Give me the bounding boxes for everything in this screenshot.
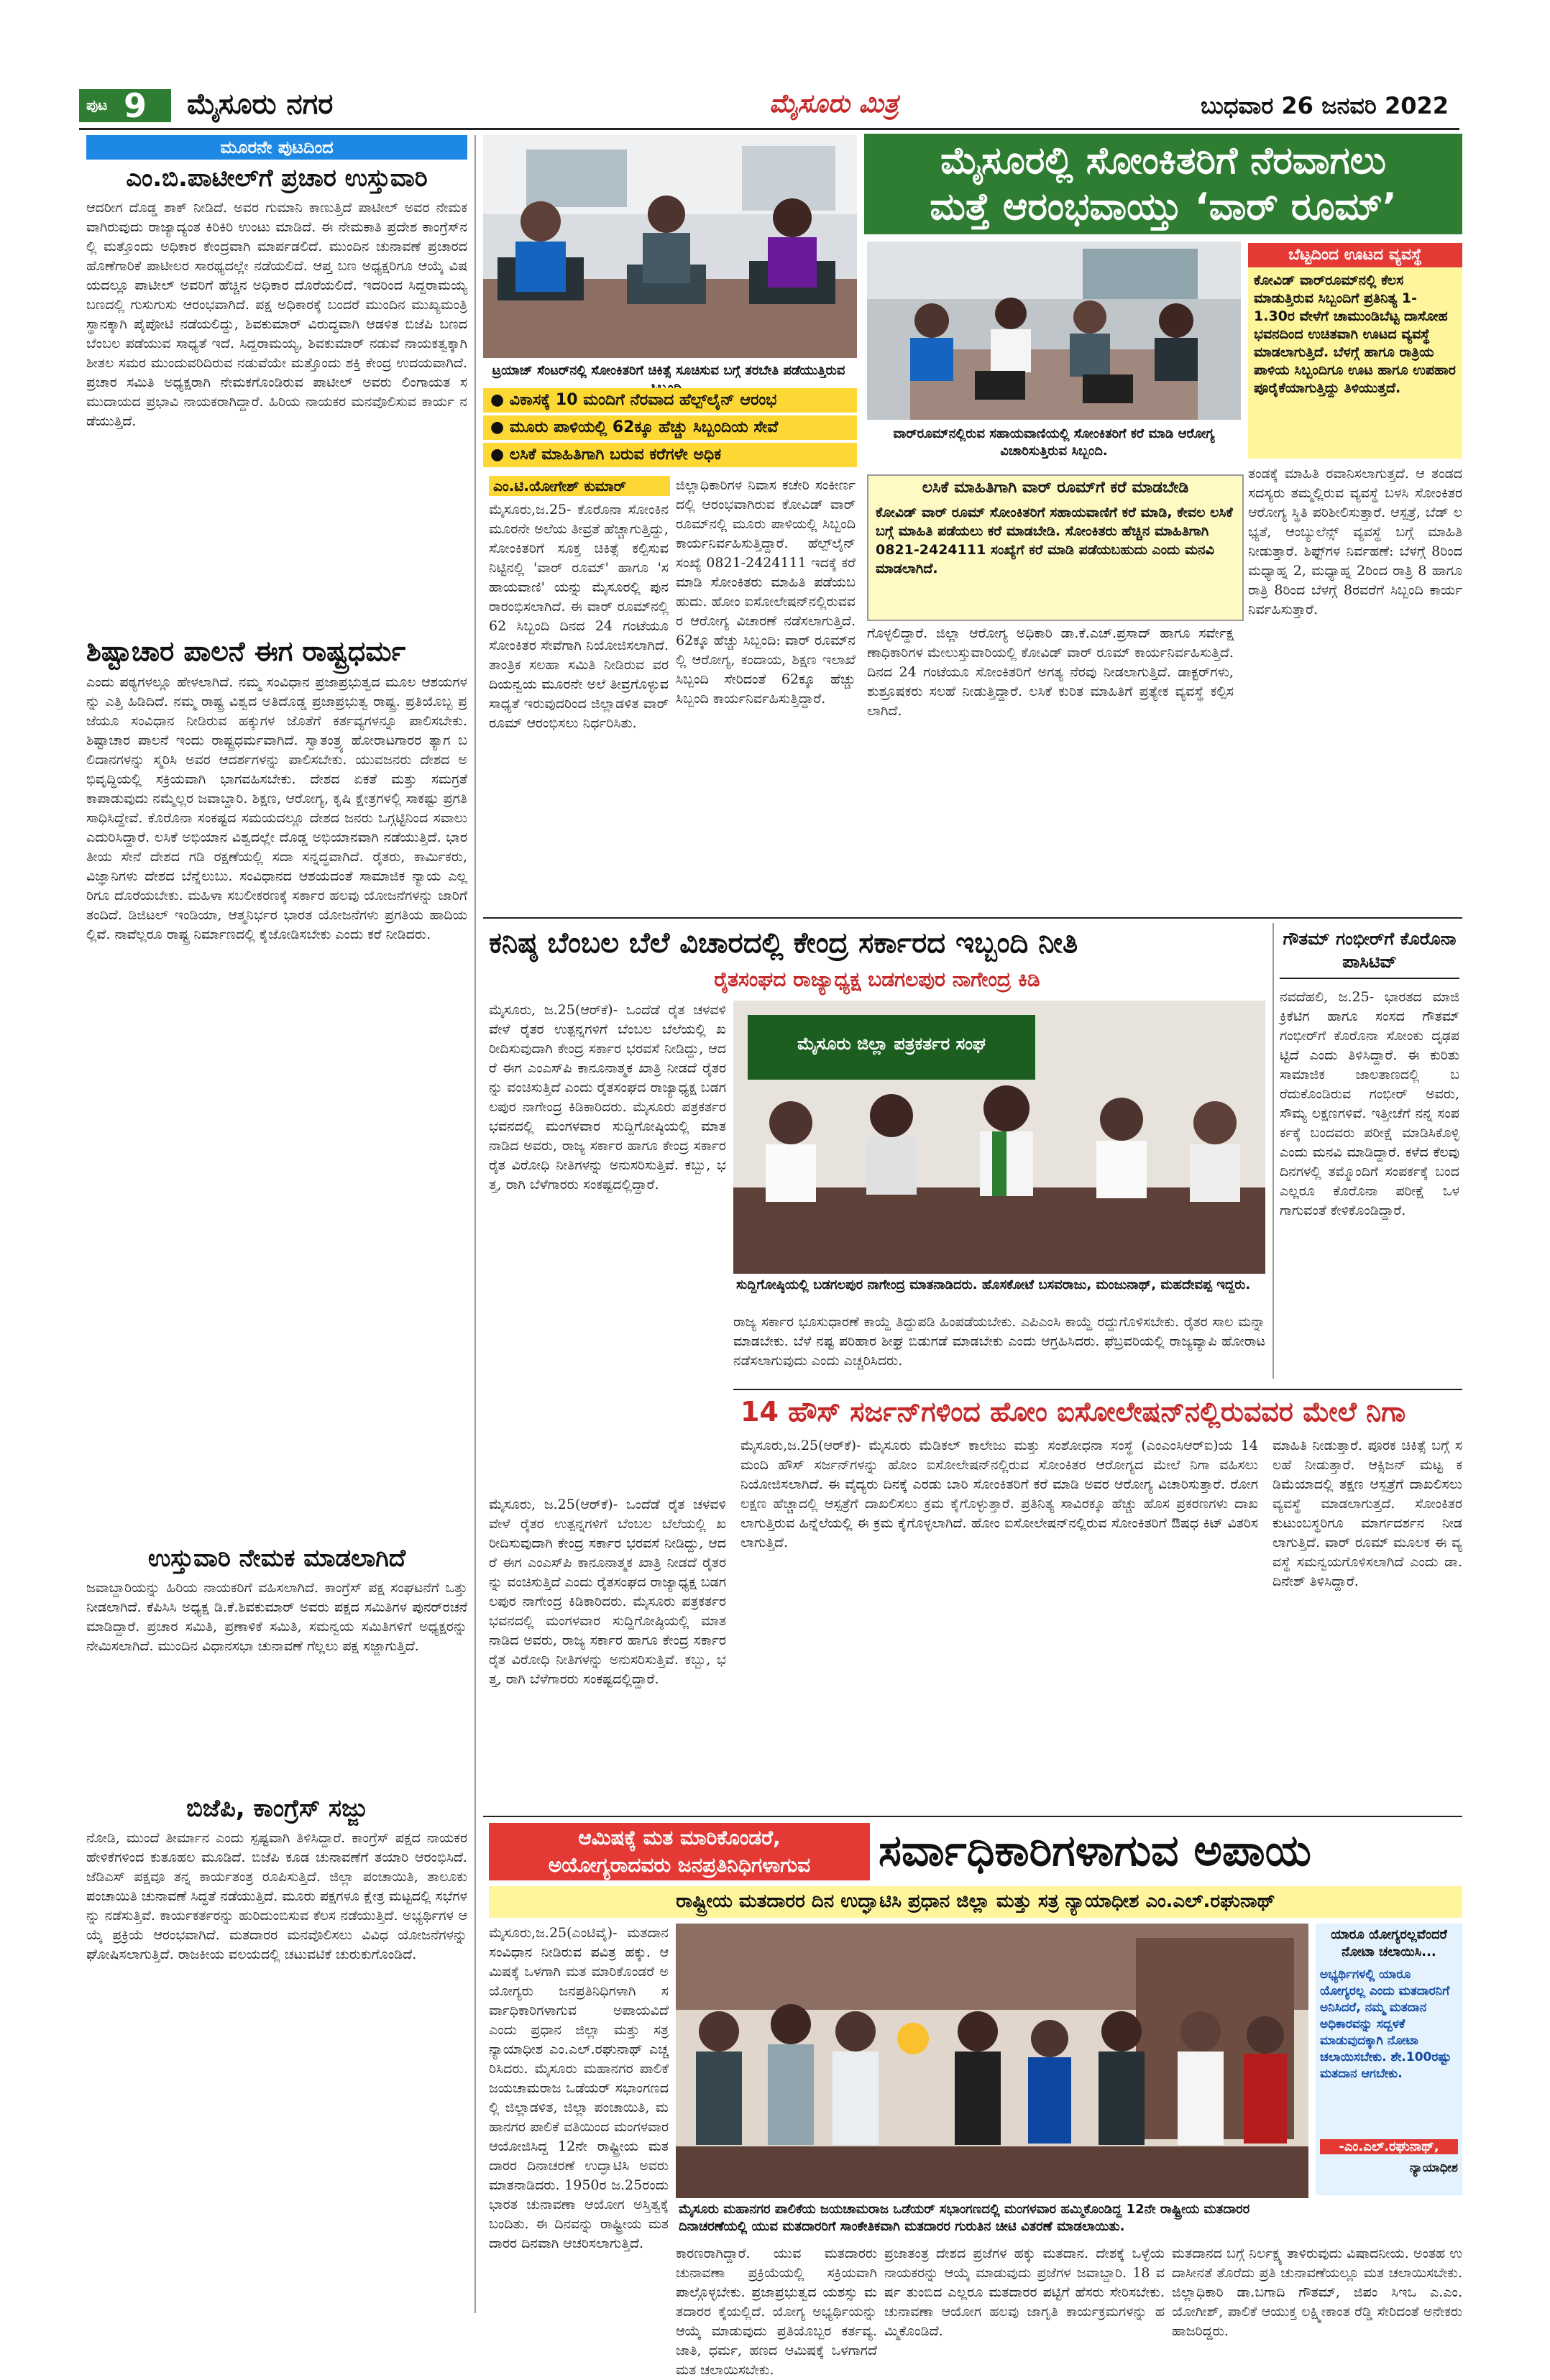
voters-body-right-2: ಮತದಾನದ ಬಗ್ಗೆ ನಿರ್ಲಕ್ಷ್ಯ ತಾಳಿರುವುದು ವಿಷಾದನೀಯ. ಅಂತಹ ಉದಾಸೀನತೆ ತೊರೆದು ಪ್ರತಿ ಚುನಾವಣೆಯಲ್ಲೂ ಮತ ಚಲಾಯಿಸಬೇಕು. ಜಿಲ್ಲಾಧಿಕಾರಿ ಡಾ.ಬಗಾದಿ ಗೌತಮ್, ಜಿಪಂ ಸಿಇಒ ಎ.ಎಂ.ಯೋಗೀಶ್, ಪಾಲಿಕೆ ಆಯುಕ್ತ ಲಕ್ಷ್ಮೀಕಾಂತ ರೆಡ್ಡಿ ಸೇರಿದಂತೆ ಅನೇಕರು ಹಾಜರಿದ್ದರು. xyxy=(1172,2246,1462,2339)
col1-kicker xyxy=(86,135,467,160)
paper-name: ಮೈಸೂರು ಮಿತ್ರ xyxy=(769,89,899,119)
warroom-byline: ಎಂ.ಟಿ.ಯೋಗೇಶ್ ಕುಮಾರ್ xyxy=(489,476,670,496)
col1-headline-3: ಉಸ್ತುವಾರಿ ನೇಮಕ ಮಾಡಲಾಗಿದೆ xyxy=(147,1544,406,1573)
warroom-body-c: ಗೊಳ್ಳಲಿದ್ದಾರೆ. ಜಿಲ್ಲಾ ಆರೋಗ್ಯ ಅಧಿಕಾರಿ ಡಾ.ಕೆ.ಎಚ್.ಪ್ರಸಾದ್ ಹಾಗೂ ಸರ್ವೇಕ್ಷಣಾಧಿಕಾರಿಗಳ ಮೇಲುಸ್ತುವಾರಿಯಲ್ಲಿ ಕೋವಿಡ್ ವಾರ್ ರೂಮ್ ಕಾರ್ಯನಿರ್ವಹಿಸುತ್ತಿದೆ. ದಿನದ 24 ಗಂಟೆಯೂ ಸೋಂಕಿತರಿಗೆ ಅಗತ್ಯ ನೆರವು ನೀಡಲಾಗುತ್ತಿದೆ. ಡಾಕ್ಟರ್‌ಗಳು, ಶುಶ್ರೂಷಕರು ಸಲಹೆ ನೀಡುತ್ತಿದ್ದಾರೆ. ಲಸಿಕೆ ಕುರಿತ ಮಾಹಿತಿಗೆ ಪ್ರತ್ಯೇಕ ವ್ಯವಸ್ಥೆ ಕಲ್ಪಿಸಲಾಗಿದೆ. xyxy=(867,625,1234,719)
warroom-bullet-list xyxy=(483,388,857,467)
voters-quote-role: ನ್ಯಾಯಾಧೀಶ xyxy=(1409,2161,1458,2175)
farmers-body-2: ರಾಜ್ಯ ಸರ್ಕಾರ ಭೂಸುಧಾರಣೆ ಕಾಯ್ದೆ ತಿದ್ದುಪಡಿ ಹಿಂಪಡೆಯಬೇಕು. ಎಪಿಎಂಸಿ ಕಾಯ್ದೆ ರದ್ದುಗೊಳಿಸಬೇಕು. ರೈತರ ಸಾಲ ಮನ್ನಾ ಮಾಡಬೇಕು. ಬೆಳೆ ನಷ್ಟ ಪರಿಹಾರ ಶೀಘ್ರ ಬಿಡುಗಡೆ ಮಾಡಬೇಕು ಎಂದು ಆಗ್ರಹಿಸಿದರು. ಫೆಬ್ರವರಿಯಲ್ಲಿ ರಾಜ್ಯವ್ಯಾಪಿ ಹೋರಾಟ ನಡೆಸಲಾಗುವುದು ಎಂದು ಎಚ್ಚರಿಸಿದರು. xyxy=(733,1314,1265,1369)
voters-quote-author: -ಎಂ.ಎಲ್.ರಘುನಾಥ್, xyxy=(1320,2139,1458,2154)
house-bottom-rule xyxy=(483,1816,1462,1817)
warroom-bullet-1-text: ವಿಕಾಸಕ್ಕೆ 10 ಮಂದಿಗೆ ನೆರವಾದ ಹೆಲ್ಪ್‌ಲೈನ್ ಆರಂಭ xyxy=(509,391,777,409)
vaccine-call-box-title: ಲಸಿಕೆ ಮಾಹಿತಿಗಾಗಿ ವಾರ್ ರೂಮ್‌ಗೆ ಕರೆ ಮಾಡಬೇಡಿ xyxy=(922,479,1189,497)
voters-photo-illustration xyxy=(676,1924,1308,2198)
voters-body-mid: ಕಾರಣರಾಗಿದ್ದಾರೆ. ಯುವ ಮತದಾರರು ಚುನಾವಣಾ ಪ್ರಕ್ರಿಯೆಯಲ್ಲಿ ಸಕ್ರಿಯವಾಗಿ ಪಾಲ್ಗೊಳ್ಳಬೇಕು. ಪ್ರಜಾಪ್ರಭುತ್ವದ ಯಶಸ್ಸು ಮತದಾರರ ಕೈಯಲ್ಲಿದೆ. ಯೋಗ್ಯ ಅಭ್ಯರ್ಥಿಯನ್ನು ಆಯ್ಕೆ ಮಾಡುವುದು ಪ್ರತಿಯೊಬ್ಬರ ಕರ್ತವ್ಯ. ಜಾತಿ, ಧರ್ಮ, ಹಣದ ಆಮಿಷಕ್ಕೆ ಒಳಗಾಗದೆ ಮತ ಚಲಾಯಿಸಬೇಕು. xyxy=(676,2246,877,2378)
col1-text-3: ಜವಾಬ್ದಾರಿಯನ್ನು ಹಿರಿಯ ನಾಯಕರಿಗೆ ವಹಿಸಲಾಗಿದೆ. ಕಾಂಗ್ರೆಸ್ ಪಕ್ಷ ಸಂಘಟನೆಗೆ ಒತ್ತು ನೀಡಲಾಗಿದೆ. ಕೆಪಿಸಿಸಿ ಅಧ್ಯಕ್ಷ ಡಿ.ಕೆ.ಶಿವಕುಮಾರ್ ಅವರು ಪಕ್ಷದ ಸಮಿತಿಗಳ ಪುನರ್‌ರಚನೆ ಮಾಡಿದ್ದಾರೆ. ಪ್ರಚಾರ ಸಮಿತಿ, ಪ್ರಣಾಳಿಕೆ ಸಮಿತಿ, ಸಮನ್ವಯ ಸಮಿತಿಗಳಿಗೆ ಅಧ್ಯಕ್ಷರನ್ನು ನೇಮಿಸಲಾಗಿದೆ. ಮುಂದಿನ ವಿಧಾನಸಭಾ ಚುನಾವಣೆ ಗೆಲ್ಲಲು ಪಕ್ಷ ಸಜ್ಜಾಗುತ್ತಿದೆ. xyxy=(86,1580,467,1654)
warroom-headline-line2: ಮತ್ತೆ ಆರಂಭವಾಯ್ತು ‘ವಾರ್ ರೂಮ್’ xyxy=(930,185,1397,229)
farmers-photo-caption: ಸುದ್ದಿಗೋಷ್ಠಿಯಲ್ಲಿ ಬಡಗಲಪುರ ನಾಗೇಂದ್ರ ಮಾತನಾಡಿದರು. ಹೊಸಕೋಟೆ ಬಸವರಾಜು, ಮಂಜುನಾಥ್, ಮಹದೇವಪ್ಪ ಇದ್ದರು. xyxy=(736,1277,1251,1292)
farmers-subhead: ರೈತಸಂಘದ ರಾಜ್ಯಾಧ್ಯಕ್ಷ ಬಡಗಲಪುರ ನಾಗೇಂದ್ರ ಕಿಡಿ xyxy=(714,968,1040,991)
gambhir-title: ಗೌತಮ್ ಗಂಭೀರ್‌ಗೆ ಕೊರೊನಾ ಪಾಸಿಟಿವ್ xyxy=(1280,927,1459,979)
helpline-photo-illustration xyxy=(867,242,1241,420)
gambhir-body: ನವದೆಹಲಿ, ಜ.25- ಭಾರತದ ಮಾಜಿ ಕ್ರಿಕೆಟಿಗ ಹಾಗೂ ಸಂಸದ ಗೌತಮ್ ಗಂಭೀರ್‌ಗೆ ಕೊರೊನಾ ಸೋಂಕು ದೃಢಪಟ್ಟಿದೆ ಎಂದು ತಿಳಿಸಿದ್ದಾರೆ. ಈ ಕುರಿತು ಸಾಮಾಜಿಕ ಜಾಲತಾಣದಲ್ಲಿ ಬರೆದುಕೊಂಡಿರುವ ಗಂಭೀರ್ ಅವರು, ಸೌಮ್ಯ ಲಕ್ಷಣಗಳಿವೆ. ಇತ್ತೀಚೆಗೆ ನನ್ನ ಸಂಪರ್ಕಕ್ಕೆ ಬಂದವರು ಪರೀಕ್ಷೆ ಮಾಡಿಸಿಕೊಳ್ಳಿ ಎಂದು ಮನವಿ ಮಾಡಿದ್ದಾರೆ. ಕಳೆದ ಕೆಲವು ದಿನಗಳಲ್ಲಿ ತಮ್ಮೊಂದಿಗೆ ಸಂಪರ್ಕಕ್ಕೆ ಬಂದ ಎಲ್ಲರೂ ಕೊರೊನಾ ಪರೀಕ್ಷೆ ಒಳಗಾಗುವಂತೆ ಕೇಳಿಕೊಂಡಿದ್ದಾರೆ. xyxy=(1280,989,1459,1218)
voters-photo-caption: ಮೈಸೂರು ಮಹಾನಗರ ಪಾಲಿಕೆಯ ಜಯಚಾಮರಾಜ ಒಡೆಯರ್ ಸಭಾಂಗಣದಲ್ಲಿ ಮಂಗಳವಾರ ಹಮ್ಮಿಕೊಂಡಿದ್ದ 12ನೇ ರಾಷ್ಟ್ರೀಯ ಮತದಾರರ ದಿನಾಚರಣೆಯಲ್ಲಿ ಯುವ ಮತದಾರರಿಗೆ ಸಾಂಕೇತಿಕವಾಗಿ ಮತದಾರರ ಗುರುತಿನ ಚೀಟಿ ವಿತರಣೆ ಮಾಡಲಾಯಿತು. xyxy=(679,2202,1250,2234)
warroom-body-a: ಮೈಸೂರು,ಜ.25- ಕೊರೊನಾ ಸೋಂಕಿನ ಮೂರನೇ ಅಲೆಯ ತೀವ್ರತೆ ಹೆಚ್ಚಾಗುತ್ತಿದ್ದು, ಸೋಂಕಿತರಿಗೆ ಸೂಕ್ತ ಚಿಕಿತ್ಸೆ ಕಲ್ಪಿಸುವ ನಿಟ್ಟಿನಲ್ಲಿ 'ವಾರ್ ರೂಮ್' ಹಾಗೂ 'ಸಹಾಯವಾಣಿ' ಯನ್ನು ಮೈಸೂರಲ್ಲಿ ಪುನರಾರಂಭಿಸಲಾಗಿದೆ. ಈ ವಾರ್ ರೂಮ್‌ನಲ್ಲಿ 62 ಸಿಬ್ಬಂದಿ ದಿನದ 24 ಗಂಟೆಯೂ ಸೋಂಕಿತರ ಸೇವೆಗಾಗಿ ನಿಯೋಜಿಸಲಾಗಿದೆ. ತಾಂತ್ರಿಕ ಸಲಹಾ ಸಮಿತಿ ನೀಡಿರುವ ವರದಿಯನ್ವಯ ಮೂರನೇ ಅಲೆ ತೀವ್ರಗೊಳ್ಳುವ ಸಾಧ್ಯತೆ ಇರುವುದರಿಂದ ಜಿಲ್ಲಾಡಳಿತ ವಾರ್ ರೂಮ್ ಆರಂಭಿಸಲು ನಿರ್ಧರಿಸಿತು. xyxy=(489,502,669,731)
voters-quote-box xyxy=(1316,1924,1462,2195)
voters-body-right-1: ಪ್ರಜಾತಂತ್ರ ದೇಶದ ಪ್ರಜೆಗಳ ಹಕ್ಕು ಮತದಾನ. ದೇಶಕ್ಕೆ ಒಳ್ಳೆಯ ನಾಯಕರನ್ನು ಆಯ್ಕೆ ಮಾಡುವುದು ಪ್ರಜೆಗಳ ಜವಾಬ್ದಾರಿ. 18 ವರ್ಷ ತುಂಬಿದ ಎಲ್ಲರೂ ಮತದಾರರ ಪಟ್ಟಿಗೆ ಹೆಸರು ಸೇರಿಸಬೇಕು. ಚುನಾವಣಾ ಆಯೋಗ ಹಲವು ಜಾಗೃತಿ ಕಾರ್ಯಕ್ರಮಗಳನ್ನು ಹಮ್ಮಿಕೊಂಡಿದೆ. xyxy=(884,2246,1165,2339)
page-label-box xyxy=(79,86,171,125)
masthead xyxy=(79,85,1459,127)
col1-text-1: ಆದರೀಗ ದೊಡ್ಡ ಶಾಕ್ ನೀಡಿದೆ. ಅವರ ಗುಮಾನಿ ಕಾಣುತ್ತಿದೆ ಪಾಟೀಲ್ ಅವರ ನೇಮಕ ವಾಗಿರುವುದು ರಾಜ್ಯಾದ್ಯಂತ ಕಿರಿಕಿರಿ ಉಂಟು ಮಾಡಿದೆ. ಈ ನೇಮಕಾತಿ ಪ್ರದೇಶ ಕಾಂಗ್ರೆಸ್‌ನಲ್ಲಿ ಮತ್ತೊಂದು ಅಧಿಕಾರ ಕೇಂದ್ರವಾಗಿ ಮಾರ್ಪಡಲಿದೆ. ಮುಂದಿನ ಚುನಾವಣೆ ಪ್ರಚಾರದ ಹೊಣೆಗಾರಿಕೆ ಪಾಟೀಲರ ಸಾರಥ್ಯದಲ್ಲೇ ನಡೆಯಲಿದೆ. ಆಪ್ತ ಬಣ ಅಧ್ಯಕ್ಷರಿಗೂ ಆಯ್ಕೆ ವಿಷಯದಲ್ಲೂ ಪಾಟೀಲ್ ಅವರಿಗೆ ಹೆಚ್ಚಿನ ಅಧಿಕಾರ ದೊರೆಯಲಿದೆ. ಇದರಿಂದ ಸಿದ್ದರಾಮಯ್ಯ ಬಣದಲ್ಲಿ ಗುಸುಗುಸು ಆರಂಭವಾಗಿದೆ. ಪಕ್ಷ ಅಧಿಕಾರಕ್ಕೆ ಬಂದರೆ ಮುಂದಿನ ಮುಖ್ಯಮಂತ್ರಿ ಸ್ಥಾನಕ್ಕಾಗಿ ಪೈಪೋಟಿ ನಡೆಯಲಿದ್ದು, ಶಿವಕುಮಾರ್ ವಿರುದ್ಧವಾಗಿ ಆಡಳಿತ ಬಿಜೆಪಿ ಬಣದ ಬೆಂಬಲ ಪಡೆಯುವ ಸಾಧ್ಯತೆ ಇದೆ. ಸಿದ್ದರಾಮಯ್ಯ, ಶಿವಕುಮಾರ್ ನಡುವೆ ನಾಯಕತ್ವಕ್ಕಾಗಿ ಶೀತಲ ಸಮರ ಮುಂದುವರಿದಿರುವ ನಡುವೆಯೇ ಮತ್ತೊಂದು ಶಕ್ತಿ ಕೇಂದ್ರ ಉದಯವಾಗಿದೆ. ಪ್ರಚಾರ ಸಮಿತಿ ಅಧ್ಯಕ್ಷರಾಗಿ ನೇಮಕಗೊಂಡಿರುವ ಪಾಟೀಲ್ ಅವರು ಲಿಂಗಾಯತ ಸಮುದಾಯದ ಪ್ರಭಾವಿ ನಾಯಕರಾಗಿದ್ದಾರೆ. ಹಿರಿಯ ನಾಯಕರ ಮನವೊಲಿಸುವ ಕಾರ್ಯ ನಡೆಯುತ್ತಿದೆ. xyxy=(86,200,467,429)
triage-photo-illustration xyxy=(483,135,857,358)
page-label: ಪುಟ xyxy=(86,96,108,114)
food-sidebar xyxy=(1248,243,1462,459)
warroom-bottom-rule xyxy=(483,917,1462,919)
voters-quote-title: ಯಾರೂ ಯೋಗ್ಯರಲ್ಲವೆಂದರೆ ನೋಟಾ ಚಲಾಯಿಸಿ... xyxy=(1331,1927,1447,1959)
bullet-dot-icon: ● xyxy=(490,418,510,436)
triage-photo-caption: ಟ್ರಯಾಜ್ ಸೆಂಟರ್‌ನಲ್ಲಿ ಸೋಂಕಿತರಿಗೆ ಚಿಕಿತ್ಸೆ ಸೂಚಿಸುವ ಬಗ್ಗೆ ತರಬೇತಿ ಪಡೆಯುತ್ತಿರುವ xyxy=(492,363,845,378)
warroom-bullet-3-text: ಲಸಿಕೆ ಮಾಹಿತಿಗಾಗಿ ಬರುವ ಕರೆಗಳೇ ಅಧಿಕ xyxy=(509,446,722,464)
voters-body-left: ಮೈಸೂರು,ಜ.25(ಎಂಟಿವೈ)- ಮತದಾನ ಸಂವಿಧಾನ ನೀಡಿರುವ ಪವಿತ್ರ ಹಕ್ಕು. ಆಮಿಷಕ್ಕೆ ಒಳಗಾಗಿ ಮತ ಮಾರಿಕೊಂಡರೆ ಅಯೋಗ್ಯರು ಜನಪ್ರತಿನಿಧಿಗಳಾಗಿ ಸರ್ವಾಧಿಕಾರಿಗಳಾಗುವ ಅಪಾಯವಿದೆ ಎಂದು ಪ್ರಧಾನ ಜಿಲ್ಲಾ ಮತ್ತು ಸತ್ರ ನ್ಯಾಯಾಧೀಶ ಎಂ.ಎಲ್.ರಘುನಾಥ್ ಎಚ್ಚರಿಸಿದರು. ಮೈಸೂರು ಮಹಾನಗರ ಪಾಲಿಕೆ ಜಯಚಾಮರಾಜ ಒಡೆಯರ್ ಸಭಾಂಗಣದಲ್ಲಿ ಜಿಲ್ಲಾಡಳಿತ, ಜಿಲ್ಲಾ ಪಂಚಾಯಿತಿ, ಮಹಾನಗರ ಪಾಲಿಕೆ ವತಿಯಿಂದ ಮಂಗಳವಾರ ಆಯೋಜಿಸಿದ್ದ 12ನೇ ರಾಷ್ಟ್ರೀಯ ಮತದಾರರ ದಿನಾಚರಣೆ ಉದ್ಘಾಟಿಸಿ ಅವರು ಮಾತನಾಡಿದರು. 1950ರ ಜ.25ರಂದು ಭಾರತ ಚುನಾವಣಾ ಆಯೋಗ ಅಸ್ತಿತ್ವಕ್ಕೆ ಬಂದಿತು. ಈ ದಿನವನ್ನು ರಾಷ್ಟ್ರೀಯ ಮತದಾರರ ದಿನವಾಗಿ ಆಚರಿಸಲಾಗುತ್ತಿದೆ. xyxy=(489,1925,669,2251)
masthead-rule xyxy=(79,128,1459,130)
farmers-body: ಮೈಸೂರು, ಜ.25(ಆರ್‌ಕೆ)- ಒಂದೆಡೆ ರೈತ ಚಳವಳಿ ವೇಳೆ ರೈತರ ಉತ್ಪನ್ನಗಳಿಗೆ ಬೆಂಬಲ ಬೆಲೆಯಲ್ಲಿ ಖರೀದಿಸುವುದಾಗಿ ಕೇಂದ್ರ ಸರ್ಕಾರ ಭರವಸೆ ನೀಡಿದ್ದು, ಆದರೆ ಈಗ ಎಂಎಸ್‌ಪಿ ಕಾನೂನಾತ್ಮಕ ಖಾತ್ರಿ ನೀಡದೆ ರೈತರನ್ನು ವಂಚಿಸುತ್ತಿದೆ ಎಂದು ರೈತಸಂಘದ ರಾಜ್ಯಾಧ್ಯಕ್ಷ ಬಡಗಲಪುರ ನಾಗೇಂದ್ರ ಕಿಡಿಕಾರಿದರು. ಮೈಸೂರು ಪತ್ರಕರ್ತರ ಭವನದಲ್ಲಿ ಮಂಗಳವಾರ ಸುದ್ದಿಗೋಷ್ಠಿಯಲ್ಲಿ ಮಾತನಾಡಿದ ಅವರು, ರಾಜ್ಯ ಸರ್ಕಾರ ಹಾಗೂ ಕೇಂದ್ರ ಸರ್ಕಾರ ರೈತ ವಿರೋಧಿ ನೀತಿಗಳನ್ನು ಅನುಸರಿಸುತ್ತಿವೆ. ಕಬ್ಬು, ಭತ್ತ, ರಾಗಿ ಬೆಳೆಗಾರರು ಸಂಕಷ್ಟದಲ್ಲಿದ್ದಾರೆ. xyxy=(489,1002,726,1193)
warroom-headline-line1: ಮೈಸೂರಲ್ಲಿ ಸೋಂಕಿತರಿಗೆ ನೆರವಾಗಲು xyxy=(940,139,1386,183)
farmers-left-cont: ಮೈಸೂರು, ಜ.25(ಆರ್‌ಕೆ)- ಒಂದೆಡೆ ರೈತ ಚಳವಳಿ ವೇಳೆ ರೈತರ ಉತ್ಪನ್ನಗಳಿಗೆ ಬೆಂಬಲ ಬೆಲೆಯಲ್ಲಿ ಖರೀದಿಸುವುದಾಗಿ ಕೇಂದ್ರ ಸರ್ಕಾರ ಭರವಸೆ ನೀಡಿದ್ದು, ಆದರೆ ಈಗ ಎಂಎಸ್‌ಪಿ ಕಾನೂನಾತ್ಮಕ ಖಾತ್ರಿ ನೀಡದೆ ರೈತರನ್ನು ವಂಚಿಸುತ್ತಿದೆ ಎಂದು ರೈತಸಂಘದ ರಾಜ್ಯಾಧ್ಯಕ್ಷ ಬಡಗಲಪುರ ನಾಗೇಂದ್ರ ಕಿಡಿಕಾರಿದರು. ಮೈಸೂರು ಪತ್ರಕರ್ತರ ಭವನದಲ್ಲಿ ಮಂಗಳವಾರ ಸುದ್ದಿಗೋಷ್ಠಿಯಲ್ಲಿ ಮಾತನಾಡಿದ ಅವರು, ರಾಜ್ಯ ಸರ್ಕಾರ ಹಾಗೂ ಕೇಂದ್ರ ಸರ್ಕಾರ ರೈತ ವಿರೋಧಿ ನೀತಿಗಳನ್ನು ಅನುಸರಿಸುತ್ತಿವೆ. ಕಬ್ಬು, ಭತ್ತ, ರಾಗಿ ಬೆಳೆಗಾರರು ಸಂಕಷ್ಟದಲ್ಲಿದ್ದಾರೆ. xyxy=(489,1497,726,1687)
warroom-headline-box xyxy=(864,134,1462,234)
house-body-2: ಮಾಹಿತಿ ನೀಡುತ್ತಾರೆ. ಪೂರಕ ಚಿಕಿತ್ಸೆ ಬಗ್ಗೆ ಸಲಹೆ ನೀಡುತ್ತಾರೆ. ಆಕ್ಸಿಜನ್ ಮಟ್ಟ ಕಡಿಮೆಯಾದಲ್ಲಿ ತಕ್ಷಣ ಆಸ್ಪತ್ರೆಗೆ ದಾಖಲಿಸಲು ವ್ಯವಸ್ಥೆ ಮಾಡಲಾಗುತ್ತದೆ. ಸೋಂಕಿತರ ಕುಟುಂಬಸ್ಥರಿಗೂ ಮಾರ್ಗದರ್ಶನ ನೀಡಲಾಗುತ್ತಿದೆ. ವಾರ್ ರೂಮ್ ಮೂಲಕ ಈ ವ್ಯವಸ್ಥೆ ಸಮನ್ವಯಗೊಳಿಸಲಾಗಿದೆ ಎಂದು ಡಾ. ದಿನೇಶ್ ತಿಳಿಸಿದ್ದಾರೆ. xyxy=(1272,1438,1462,1589)
warroom-body-b: ಜಿಲ್ಲಾಧಿಕಾರಿಗಳ ನಿವಾಸ ಕಚೇರಿ ಸಂಕೀರ್ಣದಲ್ಲಿ ಆರಂಭವಾಗಿರುವ ಕೋವಿಡ್ ವಾರ್ ರೂಮ್‌ನಲ್ಲಿ ಮೂರು ಪಾಳಿಯಲ್ಲಿ ಸಿಬ್ಬಂದಿ ಕಾರ್ಯನಿರ್ವಹಿಸುತ್ತಿದ್ದಾರೆ. ಹೆಲ್ಪ್‌ಲೈನ್ ಸಂಖ್ಯೆ 0821-2424111 ಇದಕ್ಕೆ ಕರೆ ಮಾಡಿ ಸೋಂಕಿತರು ಮಾಹಿತಿ ಪಡೆಯಬಹುದು. ಹೋಂ ಐಸೋಲೇಷನ್‌ನಲ್ಲಿರುವವರ ಆರೋಗ್ಯ ವಿಚಾರಣೆ ನಡೆಸಲಾಗುತ್ತಿದೆ. 62ಕ್ಕೂ ಹೆಚ್ಚು ಸಿಬ್ಬಂದಿ: ವಾರ್ ರೂಮ್‌ನಲ್ಲಿ ಆರೋಗ್ಯ, ಕಂದಾಯ, ಶಿಕ್ಷಣ ಇಲಾಖೆ ಸಿಬ್ಬಂದಿ ಸೇರಿದಂತೆ 62ಕ್ಕೂ ಹೆಚ್ಚು ಸಿಬ್ಬಂದಿ ಕಾರ್ಯನಿರ್ವಹಿಸುತ್ತಿದ್ದಾರೆ. xyxy=(676,477,856,707)
vaccine-call-box xyxy=(867,474,1244,621)
edition-date: ಬುಧವಾರ 26 ಜನವರಿ 2022 xyxy=(1201,92,1449,119)
helpline-photo-caption: ವಾರ್‌ರೂಮ್‌ನಲ್ಲಿರುವ ಸಹಾಯವಾಣಿಯಲ್ಲಿ ಸೋಂಕಿತರಿಗೆ ಕರೆ ಮಾಡಿ ಆರೋಗ್ಯ ವಿಚಾರಿಸುತ್ತಿರುವ ಸಿಬ್ಬಂದಿ. xyxy=(893,426,1215,459)
warroom-body-d: ತಂಡಕ್ಕೆ ಮಾಹಿತಿ ರವಾನಿಸಲಾಗುತ್ತದೆ. ಆ ತಂಡದ ಸದಸ್ಯರು ತಮ್ಮಲ್ಲಿರುವ ವ್ಯವಸ್ಥೆ ಬಳಸಿ ಸೋಂಕಿತರ ಆರೋಗ್ಯ ಸ್ಥಿತಿ ಪರಿಶೀಲಿಸುತ್ತಾರೆ. ಆಸ್ಪತ್ರೆ, ಬೆಡ್ ಲಭ್ಯತೆ, ಆಂಬ್ಯುಲೆನ್ಸ್ ವ್ಯವಸ್ಥೆ ಬಗ್ಗೆ ಮಾಹಿತಿ ನೀಡುತ್ತಾರೆ. ಶಿಫ್ಟ್‌ಗಳ ನಿರ್ವಹಣೆ: ಬೆಳಗ್ಗೆ 8ರಿಂದ ಮಧ್ಯಾಹ್ನ 2, ಮಧ್ಯಾಹ್ನ 2ರಿಂದ ರಾತ್ರಿ 8 ಹಾಗೂ ರಾತ್ರಿ 8ರಿಂದ ಬೆಳಗ್ಗೆ 8ರವರೆಗೆ ಸಿಬ್ಬಂದಿ ಕಾರ್ಯನಿರ್ವಹಿಸುತ್ತಾರೆ. xyxy=(1248,466,1462,617)
triage-training-photo xyxy=(483,135,857,358)
voters-red-line1: ಆಮಿಷಕ್ಕೆ ಮತ ಮಾರಿಕೊಂಡರೆ, xyxy=(578,1826,781,1850)
warroom-bullet-2 xyxy=(483,415,857,440)
page-number: 9 xyxy=(124,86,147,125)
helpline-photo xyxy=(867,242,1241,420)
col1-headline-1: ಎಂ.ಬಿ.ಪಾಟೀಲ್‌ಗೆ ಪ್ರಚಾರ ಉಸ್ತುವಾರಿ xyxy=(126,164,428,193)
voters-quote-text: ಅಭ್ಯರ್ಥಿಗಳಲ್ಲಿ ಯಾರೂ ಯೋಗ್ಯರಲ್ಲ ಎಂದು ಮತದಾರನಿಗೆ ಅನಿಸಿದರೆ, ನಮ್ಮ ಮತದಾನ ಅಧಿಕಾರವನ್ನು ಸದ್ಬಳಕೆ ಮಾಡುವುದಕ್ಕಾಗಿ ನೋಟಾ ಚಲಾಯಿಸಬೇಕು. ಶೇ.100ರಷ್ಟು ಮತದಾನ ಆಗಬೇಕು. xyxy=(1320,1967,1452,2081)
voters-headline: ಸರ್ವಾಧಿಕಾರಿಗಳಾಗುವ ಅಪಾಯ xyxy=(879,1826,1311,1876)
food-sidebar-title: ಬೆಟ್ಟದಿಂದ ಊಟದ ವ್ಯವಸ್ಥೆ xyxy=(1248,243,1462,267)
warroom-bullet-2-text: ಮೂರು ಪಾಳಿಯಲ್ಲಿ 62ಕ್ಕೂ ಹೆಚ್ಚು ಸಿಬ್ಬಂದಿಯ ಸೇವೆ xyxy=(509,418,779,436)
col1-divider xyxy=(474,135,476,2313)
voters-red-box xyxy=(489,1823,870,1880)
col1-kicker-text: ಮೂರನೇ ಪುಟದಿಂದ xyxy=(220,137,334,157)
farmers-photo-banner: ಮೈಸೂರು ಜಿಲ್ಲಾ ಪತ್ರಕರ್ತರ ಸಂಘ xyxy=(797,1034,986,1054)
col1-text-2: ಎಂದು ಪಠ್ಯಗಳಲ್ಲೂ ಹೇಳಲಾಗಿದೆ. ನಮ್ಮ ಸಂವಿಧಾನ ಪ್ರಜಾಪ್ರಭುತ್ವದ ಮೂಲ ಆಶಯಗಳನ್ನು ಎತ್ತಿ ಹಿಡಿದಿದೆ. ನಮ್ಮ ರಾಷ್ಟ್ರ ವಿಶ್ವದ ಅತಿದೊಡ್ಡ ಪ್ರಜಾಪ್ರಭುತ್ವ ರಾಷ್ಟ್ರ. ಪ್ರತಿಯೊಬ್ಬ ಪ್ರಜೆಯೂ ಸಂವಿಧಾನ ನೀಡಿರುವ ಹಕ್ಕುಗಳ ಜೊತೆಗೆ ಕರ್ತವ್ಯಗಳನ್ನೂ ಪಾಲಿಸಬೇಕು. ಶಿಷ್ಟಾಚಾರ ಪಾಲನೆ ಇಂದು ರಾಷ್ಟ್ರಧರ್ಮವಾಗಿದೆ. ಸ್ವಾತಂತ್ರ್ಯ ಹೋರಾಟಗಾರರ ತ್ಯಾಗ ಬಲಿದಾನಗಳನ್ನು ಸ್ಮರಿಸಿ ಅವರ ಆದರ್ಶಗಳನ್ನು ಪಾಲಿಸಬೇಕು. ಯುವಜನರು ದೇಶದ ಅಭಿವೃದ್ಧಿಯಲ್ಲಿ ಸಕ್ರಿಯವಾಗಿ ಭಾಗವಹಿಸಬೇಕು. ದೇಶದ ಏಕತೆ ಮತ್ತು ಸಮಗ್ರತೆ ಕಾಪಾಡುವುದು ನಮ್ಮೆಲ್ಲರ ಜವಾಬ್ದಾರಿ. ಶಿಕ್ಷಣ, ಆರೋಗ್ಯ, ಕೃಷಿ ಕ್ಷೇತ್ರಗಳಲ್ಲಿ ಸಾಕಷ್ಟು ಪ್ರಗತಿ ಸಾಧಿಸಿದ್ದೇವೆ. ಕೊರೊನಾ ಸಂಕಷ್ಟದ ಸಮಯದಲ್ಲೂ ದೇಶದ ಜನರು ಒಗ್ಗಟ್ಟಿನಿಂದ ಸವಾಲು ಎದುರಿಸಿದ್ದಾರೆ. ಲಸಿಕೆ ಅಭಿಯಾನ ವಿಶ್ವದಲ್ಲೇ ದೊಡ್ಡ ಅಭಿಯಾನವಾಗಿ ನಡೆಯುತ್ತಿದೆ. ಭಾರತೀಯ ಸೇನೆ ದೇಶದ ಗಡಿ ರಕ್ಷಣೆಯಲ್ಲಿ ಸದಾ ಸನ್ನದ್ಧವಾಗಿದೆ. ರೈತರು, ಕಾರ್ಮಿಕರು, ವಿಜ್ಞಾನಿಗಳು ದೇಶದ ಬೆನ್ನೆಲುಬು. ಸಂವಿಧಾನದ ಆಶಯದಂತೆ ಸಾಮಾಜಿಕ ನ್ಯಾಯ ಎಲ್ಲರಿಗೂ ದೊರೆಯಬೇಕು. ಮಹಿಳಾ ಸಬಲೀಕರಣಕ್ಕೆ ಸರ್ಕಾರ ಹಲವು ಯೋಜನೆಗಳನ್ನು ಜಾರಿಗೆ ತಂದಿದೆ. ಡಿಜಿಟಲ್ ಇಂಡಿಯಾ, ಆತ್ಮನಿರ್ಭರ ಭಾರತ ಯೋಜನೆಗಳು ಪ್ರಗತಿಯ ಹಾದಿಯಲ್ಲಿವೆ. ನಾವೆಲ್ಲರೂ ರಾಷ್ಟ್ರ ನಿರ್ಮಾಣದಲ್ಲಿ ಕೈಜೋಡಿಸಬೇಕು ಎಂದು ಕರೆ ನೀಡಿದರು. xyxy=(86,674,467,942)
bullet-dot-icon: ● xyxy=(490,446,510,464)
voters-subhead-text: ರಾಷ್ಟ್ರೀಯ ಮತದಾರರ ದಿನ ಉದ್ಘಾಟಿಸಿ ಪ್ರಧಾನ ಜಿಲ್ಲಾ ಮತ್ತು ಸತ್ರ ನ್ಯಾಯಾಧೀಶ ಎಂ.ಎಲ್.ರಘುನಾಥ್ xyxy=(676,1890,1275,1912)
warroom-bullet-1 xyxy=(483,388,857,413)
farmers-headline: ಕನಿಷ್ಠ ಬೆಂಬಲ ಬೆಲೆ ವಿಚಾರದಲ್ಲಿ ಕೇಂದ್ರ ಸರ್ಕಾರದ ಇಬ್ಬಂದಿ ನೀತಿ xyxy=(489,927,1078,960)
vaccine-call-box-text: ಕೋವಿಡ್ ವಾರ್ ರೂಮ್ ಸೋಂಕಿತರಿಗೆ ಸಹಾಯವಾಣಿಗೆ ಕರೆ ಮಾಡಿ, ಕೇವಲ ಲಸಿಕೆ ಬಗ್ಗೆ ಮಾಹಿತಿ ಪಡೆಯಲು ಕರೆ ಮಾಡಬೇಡಿ. ಸೋಂಕಿತರು ಹೆಚ್ಚಿನ ಮಾಹಿತಿಗಾಗಿ 0821-2424111 ಸಂಖ್ಯೆಗೆ ಕರೆ ಮಾಡಿ ಪಡೆಯಬಹುದು ಎಂದು ಮನವಿ ಮಾಡಲಾಗಿದೆ. xyxy=(876,505,1233,576)
voters-photo xyxy=(676,1924,1308,2198)
house-headline: 14 ಹೌಸ್ ಸರ್ಜನ್‌ಗಳಿಂದ ಹೋಂ ಐಸೋಲೇಷನ್‌ನಲ್ಲಿರುವವರ ಮೇಲೆ ನಿಗಾ xyxy=(740,1396,1406,1428)
food-sidebar-text: ಕೋವಿಡ್ ವಾರ್‌ರೂಮ್‌ನಲ್ಲಿ ಕೆಲಸ ಮಾಡುತ್ತಿರುವ ಸಿಬ್ಬಂದಿಗೆ ಪ್ರತಿನಿತ್ಯ 1-1.30ರ ವೇಳೆಗೆ ಚಾಮುಂಡಿಬೆಟ್ಟ ದಾಸೋಹ ಭವನದಿಂದ ಉಚಿತವಾಗಿ ಊಟದ ವ್ಯವಸ್ಥೆ ಮಾಡಲಾಗುತ್ತಿದೆ. ಬೆಳಗ್ಗೆ ಹಾಗೂ ರಾತ್ರಿಯ ಪಾಳಿಯ ಸಿಬ್ಬಂದಿಗೂ ಊಟ ಹಾಗೂ ಉಪಹಾರ ಪೂರೈಕೆಯಾಗುತ್ತಿದ್ದು ತಿಳಿಯುತ್ತದೆ. xyxy=(1254,272,1456,396)
farmers-photo xyxy=(733,1001,1265,1274)
col1-headline-4: ಬಿಜೆಪಿ, ಕಾಂಗ್ರೆಸ್ ಸಜ್ಜು xyxy=(185,1794,368,1823)
col1-headline-2: ಶಿಷ್ಟಾಚಾರ ಪಾಲನೆ ಈಗ ರಾಷ್ಟ್ರಧರ್ಮ xyxy=(86,635,406,667)
section-title: ಮೈಸೂರು ನಗರ xyxy=(187,88,334,121)
voters-red-line2: ಅಯೋಗ್ಯರಾದವರು ಜನಪ್ರತಿನಿಧಿಗಳಾಗುವ xyxy=(548,1853,811,1877)
gambhir-box xyxy=(1272,923,1464,1379)
warroom-bullet-3 xyxy=(483,443,857,467)
col1-text-4: ನೋಡಿ, ಮುಂದೆ ತೀರ್ಮಾನ ಎಂದು ಸ್ಪಷ್ಟವಾಗಿ ತಿಳಿಸಿದ್ದಾರೆ. ಕಾಂಗ್ರೆಸ್ ಪಕ್ಷದ ನಾಯಕರ ಹೇಳಿಕೆಗಳಿಂದ ಕುತೂಹಲ ಮೂಡಿದೆ. ಬಿಜೆಪಿ ಕೂಡ ಚುನಾವಣೆಗೆ ತಯಾರಿ ಆರಂಭಿಸಿದೆ. ಜೆಡಿಎಸ್ ಪಕ್ಷವೂ ತನ್ನ ಕಾರ್ಯತಂತ್ರ ರೂಪಿಸುತ್ತಿದೆ. ಜಿಲ್ಲಾ ಪಂಚಾಯಿತಿ, ತಾಲೂಕು ಪಂಚಾಯಿತಿ ಚುನಾವಣೆ ಸಿದ್ಧತೆ ನಡೆಯುತ್ತಿದೆ. ಮೂರು ಪಕ್ಷಗಳೂ ಕ್ಷೇತ್ರ ಮಟ್ಟದಲ್ಲಿ ಸಭೆಗಳನ್ನು ನಡೆಸುತ್ತಿವೆ. ಕಾರ್ಯಕರ್ತರನ್ನು ಹುರಿದುಂಬಿಸುವ ಕೆಲಸ ನಡೆಯುತ್ತಿದೆ. ಅಭ್ಯರ್ಥಿಗಳ ಆಯ್ಕೆ ಪ್ರಕ್ರಿಯೆ ಆರಂಭವಾಗಿದೆ. ಮತದಾರರ ಮನವೊಲಿಸಲು ವಿವಿಧ ಯೋಜನೆಗಳನ್ನು ಘೋಷಿಸಲಾಗುತ್ತಿದೆ. ರಾಜಕೀಯ ವಲಯದಲ್ಲಿ ಚಟುವಟಿಕೆ ಚುರುಕುಗೊಂಡಿದೆ. xyxy=(86,1830,467,1962)
house-body: ಮೈಸೂರು,ಜ.25(ಆರ್‌ಕೆ)- ಮೈಸೂರು ಮೆಡಿಕಲ್ ಕಾಲೇಜು ಮತ್ತು ಸಂಶೋಧನಾ ಸಂಸ್ಥೆ (ಎಂಎಂಸಿಆರ್‌ಐ)ಯ 14 ಮಂದಿ ಹೌಸ್ ಸರ್ಜನ್‌ಗಳನ್ನು ಹೋಂ ಐಸೋಲೇಷನ್‌ನಲ್ಲಿರುವ ಸೋಂಕಿತರ ಆರೋಗ್ಯದ ಮೇಲೆ ನಿಗಾ ವಹಿಸಲು ನಿಯೋಜಿಸಲಾಗಿದೆ. ಈ ವೈದ್ಯರು ದಿನಕ್ಕೆ ಎರಡು ಬಾರಿ ಸೋಂಕಿತರಿಗೆ ಕರೆ ಮಾಡಿ ಅವರ ಆರೋಗ್ಯ ವಿಚಾರಿಸುತ್ತಾರೆ. ರೋಗ ಲಕ್ಷಣ ಹೆಚ್ಚಾದಲ್ಲಿ ಆಸ್ಪತ್ರೆಗೆ ದಾಖಲಿಸಲು ಕ್ರಮ ಕೈಗೊಳ್ಳುತ್ತಾರೆ. ಪ್ರತಿನಿತ್ಯ ಸಾವಿರಕ್ಕೂ ಹೆಚ್ಚು ಹೊಸ ಪ್ರಕರಣಗಳು ದಾಖಲಾಗುತ್ತಿರುವ ಹಿನ್ನೆಲೆಯಲ್ಲಿ ಈ ಕ್ರಮ ಕೈಗೊಳ್ಳಲಾಗಿದೆ. ಹೋಂ ಐಸೋಲೇಷನ್‌ನಲ್ಲಿರುವ ಸೋಂಕಿತರಿಗೆ ಔಷಧ ಕಿಟ್ ವಿತರಿಸಲಾಗುತ್ತಿದೆ. xyxy=(740,1438,1258,1550)
voters-subhead xyxy=(489,1886,1462,1918)
bullet-dot-icon: ● xyxy=(490,391,510,409)
farmers-bottom-rule xyxy=(733,1389,1462,1390)
